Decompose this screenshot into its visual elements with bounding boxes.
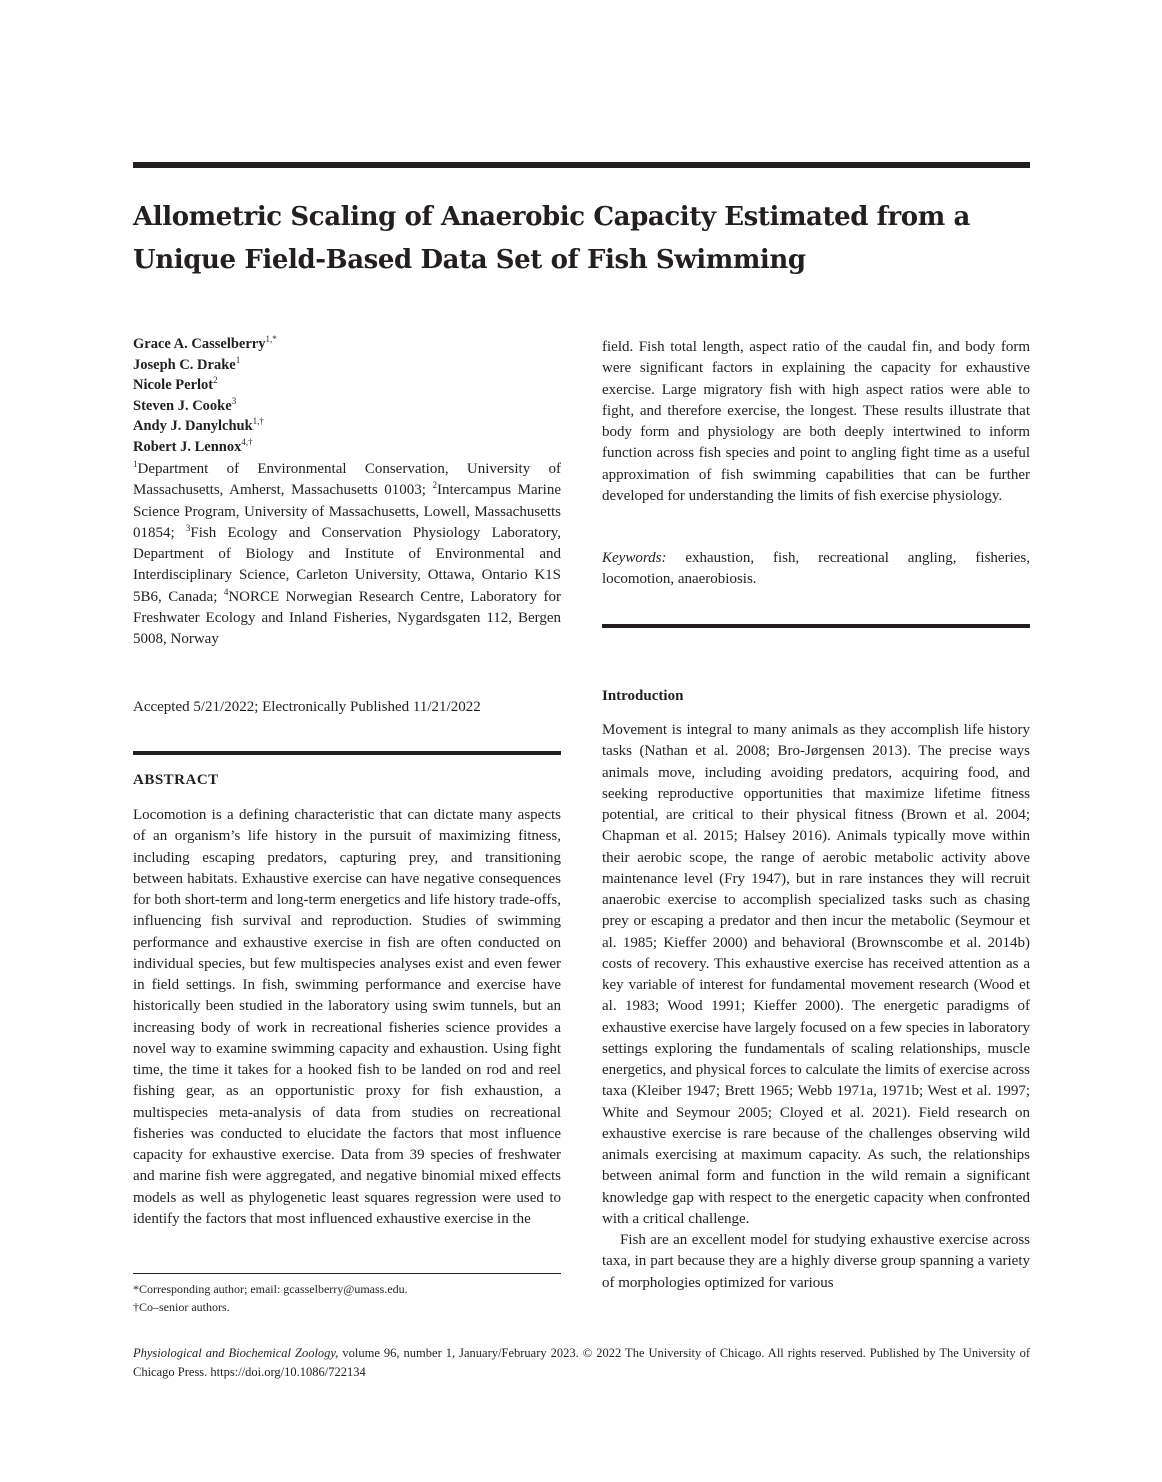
introduction-heading: Introduction	[602, 688, 684, 704]
paragraph: Movement is integral to many animals as they accomplish life history tasks (Nathan et al. 2008; Bro-Jørgensen 2013). The precise ways animals move, including avoiding predators, acquiring food, and seeking reproductive opportunities that maximize lifetime fitness potential, are critical to their physical fitness (Brown et al. 2004; Chapman et al. 2015; Halsey 2016). Animals typically move within their aerobic scope, the range of aerobic metabolic activity above maintenance level (Fry 1947), but in rare instances they will recruit anaerobic exercise to accomplish specialized tasks such as chasing prey or escaping a predator and then incur the metabolic (Seymour et al. 1985; Kieffer 2000) and behavioral (Brownscombe et al. 2014b) costs of recovery. This exhaustive exercise has received attention as a key variable of interest for fundamental movement research (Wood et al. 1983; Wood 1991; Kieffer 2000). The energetic paradigms of exhaustive exercise have largely focused on a few species in laboratory settings exploring the fundamentals of scaling relationships, muscle energetics, and physical forces to calculate the limits of exercise across taxa (Kleiber 1947; Brett 1965; Webb 1971a, 1971b; West et al. 1997; White and Seymour 2005; Cloyed et al. 2021). Field research on exhaustive exercise is rare because of the challenges observing wild animals exercising at maximum capacity. As such, the relationships between animal form and function in the wild remain a significant knowledge gap with respect to the energetic capacity when confronted with a critical challenge.	[602, 722, 1030, 1227]
abstract-heading: ABSTRACT	[133, 772, 219, 788]
corresponding-author-note: *Corresponding author; email: gcasselberry@umass.edu.	[133, 1282, 408, 1296]
abstract-text: Locomotion is a defining characteristic that can dictate many aspects of an organism’s life history in the pursuit of maximizing fitness, including escaping predators, capturing prey, and transitioning between habitats. Exhaustive exercise can have negative consequences for both short-term and long-term energetics and life history trade-offs, influencing fish survival and reproduction. Studies of swimming performance and exhaustive exercise in fish are often conducted on individual species, but few multispecies analyses exist and even fewer in field settings. In fish, swimming performance and exercise have historically been studied in the laboratory using swim tunnels, but an increasing body of work in recreational fisheries science provides a novel way to examine swimming capacity and exhaustion. Using fight time, the time it takes for a hooked fish to be landed on rod and reel fishing gear, as an opportunistic proxy for fish exhaustion, a multispecies meta-analysis of data from studies on recreational fisheries was conducted to elucidate the factors that most influence capacity for exhaustive exercise. Data from 39 species of freshwater and marine fish were aggregated, and negative binomial mixed effects models as well as phylogenetic least squares regression were used to identify the factors that most influenced exhaustive exercise in the	[133, 807, 561, 1227]
citation-details: volume 96, number 1, January/February 2023. © 2022 The University of Chicago. All rights reserved. Published by The University of Chicago Press. https://doi.org/10.1086/722134	[133, 1346, 1030, 1379]
title-line-1: Allometric Scaling of Anaerobic Capacity Estimated from a	[133, 202, 970, 232]
journal-name: Physiological and Biochemical Zoology,	[133, 1346, 339, 1360]
paragraph: Fish are an excellent model for studying exhaustive exercise across taxa, in part because they are a highly diverse group spanning a variety of morphologies optimized for various	[602, 1232, 1030, 1291]
section-rule	[602, 624, 1030, 628]
header-rule	[133, 162, 1030, 168]
co-senior-note: †Co–senior authors.	[133, 1300, 230, 1314]
author-block	[133, 334, 561, 651]
author-name: Grace A. Casselberry$^{1,*}$	[133, 334, 277, 352]
author-name: Andy J. Danylchuk$^{1,\dagger}$	[133, 416, 264, 434]
keywords-list: exhaustion, fish, recreational angling, fisheries, locomotion, anaerobiosis.	[602, 550, 1030, 588]
author-name: Joseph C. Drake$^1$	[133, 354, 241, 373]
keywords-label: Keywords:	[602, 550, 667, 566]
article-title	[133, 196, 1030, 282]
abstract-rule	[133, 751, 561, 755]
author-name: Nicole Perlot$^2$	[133, 375, 218, 393]
introduction-body	[602, 720, 1030, 1294]
abstract-text-continued: field. Fish total length, aspect ratio of the caudal fin, and body form were significant factors in explaining the capacity for exhaustive exercise. Large migratory fish with high aspect ratios were able to fight, and therefore exercise, the longest. These results illustrate that body form and physiology are both deeply intertwined to inform function across fish species and point to angling fight time as a useful approximation of fish swimming capabilities that can be further developed for understanding the limits of fish exercise physiology.	[602, 339, 1030, 504]
author-name: Steven J. Cooke$^3$	[133, 395, 237, 414]
affiliations: $^1$Department of Environmental Conservation, University of Massachusetts, Amherst, Massachusetts 01003; $^2$Intercampus Marine Science Program, University of Massachusetts, Lowell, Massachusetts 01854; $^3$Fish Ecology and Conservation Physiology Laboratory, Department of Biology and Institute of Environmental and Interdisciplinary Science, Carleton University, Ottawa, Ontario K1S 5B6, Canada; $^4$NORCE Norwegian Research Centre, Laboratory for Freshwater Ecology and Inland Fisheries, Nygardsgaten 112, Bergen 5008, Norway	[133, 459, 561, 648]
journal-citation	[133, 1344, 1030, 1381]
footnotes	[133, 1280, 561, 1316]
footnote-rule	[133, 1273, 561, 1274]
keywords	[602, 548, 1030, 591]
title-line-2: Unique Field-Based Data Set of Fish Swimming	[133, 245, 806, 275]
publication-dates: Accepted 5/21/2022; Electronically Published 11/21/2022	[133, 699, 481, 715]
author-name: Robert J. Lennox$^{4,\dagger}$	[133, 436, 253, 455]
